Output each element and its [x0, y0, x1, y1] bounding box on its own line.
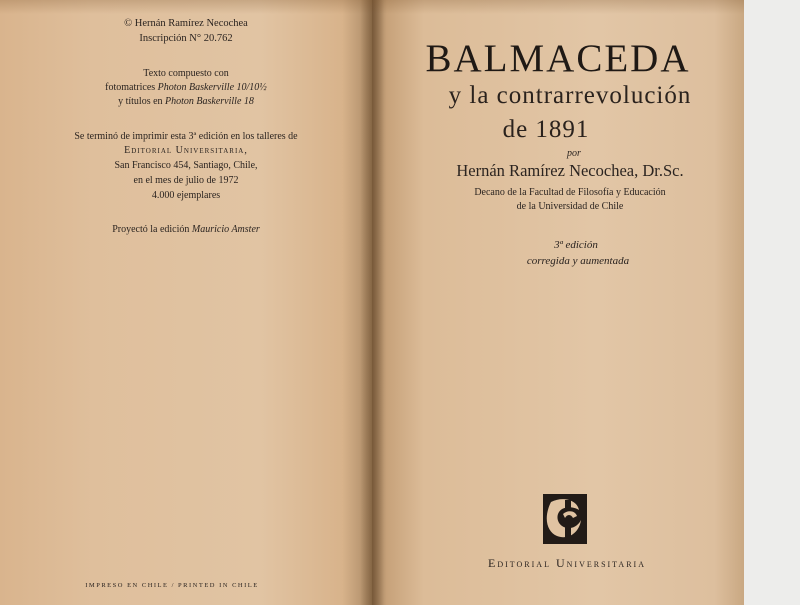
page-edge-shadow: [0, 0, 744, 14]
imprint-line: IMPRESO EN CHILE / PRINTED IN CHILE: [85, 582, 259, 589]
typeset-line-1: Texto compuesto con: [143, 68, 229, 79]
typeset-line-2-text: fotomatrices: [105, 82, 158, 93]
book-subtitle-line-1: y la contrarrevolución: [448, 82, 692, 109]
publisher-name: Editorial Universitaria: [488, 556, 646, 570]
printed-line-2: Editorial Universitaria,: [124, 145, 248, 156]
book-subtitle-line-2: de 1891: [502, 116, 590, 143]
typeset-line-3-font: Photon Baskerville 18: [165, 96, 254, 107]
copyright-line: © Hernán Ramírez Necochea: [124, 18, 248, 29]
typeset-line-2-font: Photon Baskerville 10/10½: [157, 82, 267, 93]
affiliation-line-1: Decano de la Facultad de Filosofía y Educación: [474, 187, 666, 198]
by-label: por: [567, 148, 581, 159]
editorial-universitaria-logo-icon: [543, 494, 587, 544]
affiliation-line-2: de la Universidad de Chile: [516, 201, 624, 212]
typeset-line-3: [0, 96, 372, 107]
project-credit-name: Mauricio Amster: [191, 224, 260, 235]
typeset-line-2: [0, 82, 372, 93]
project-credit-text: Proyectó la edición: [112, 224, 192, 235]
edition-note: corregida y aumentada: [526, 255, 630, 267]
edition-label: 3ª edición: [554, 239, 598, 251]
printed-line-3: San Francisco 454, Santiago, Chile,: [114, 160, 258, 171]
printed-line-1: Se terminó de imprimir esta 3ª edición en los talleres de: [74, 131, 298, 142]
book-title: BALMACEDA: [425, 37, 691, 80]
registration-line: Inscripción N° 20.762: [139, 33, 233, 44]
project-credit: [0, 224, 372, 235]
printed-line-4: en el mes de julio de 1972: [133, 175, 239, 186]
typeset-line-3-text: y títulos en: [118, 96, 166, 107]
author-name: Hernán Ramírez Necochea, Dr.Sc.: [456, 161, 684, 180]
printed-line-5: 4.000 ejemplares: [151, 190, 221, 201]
